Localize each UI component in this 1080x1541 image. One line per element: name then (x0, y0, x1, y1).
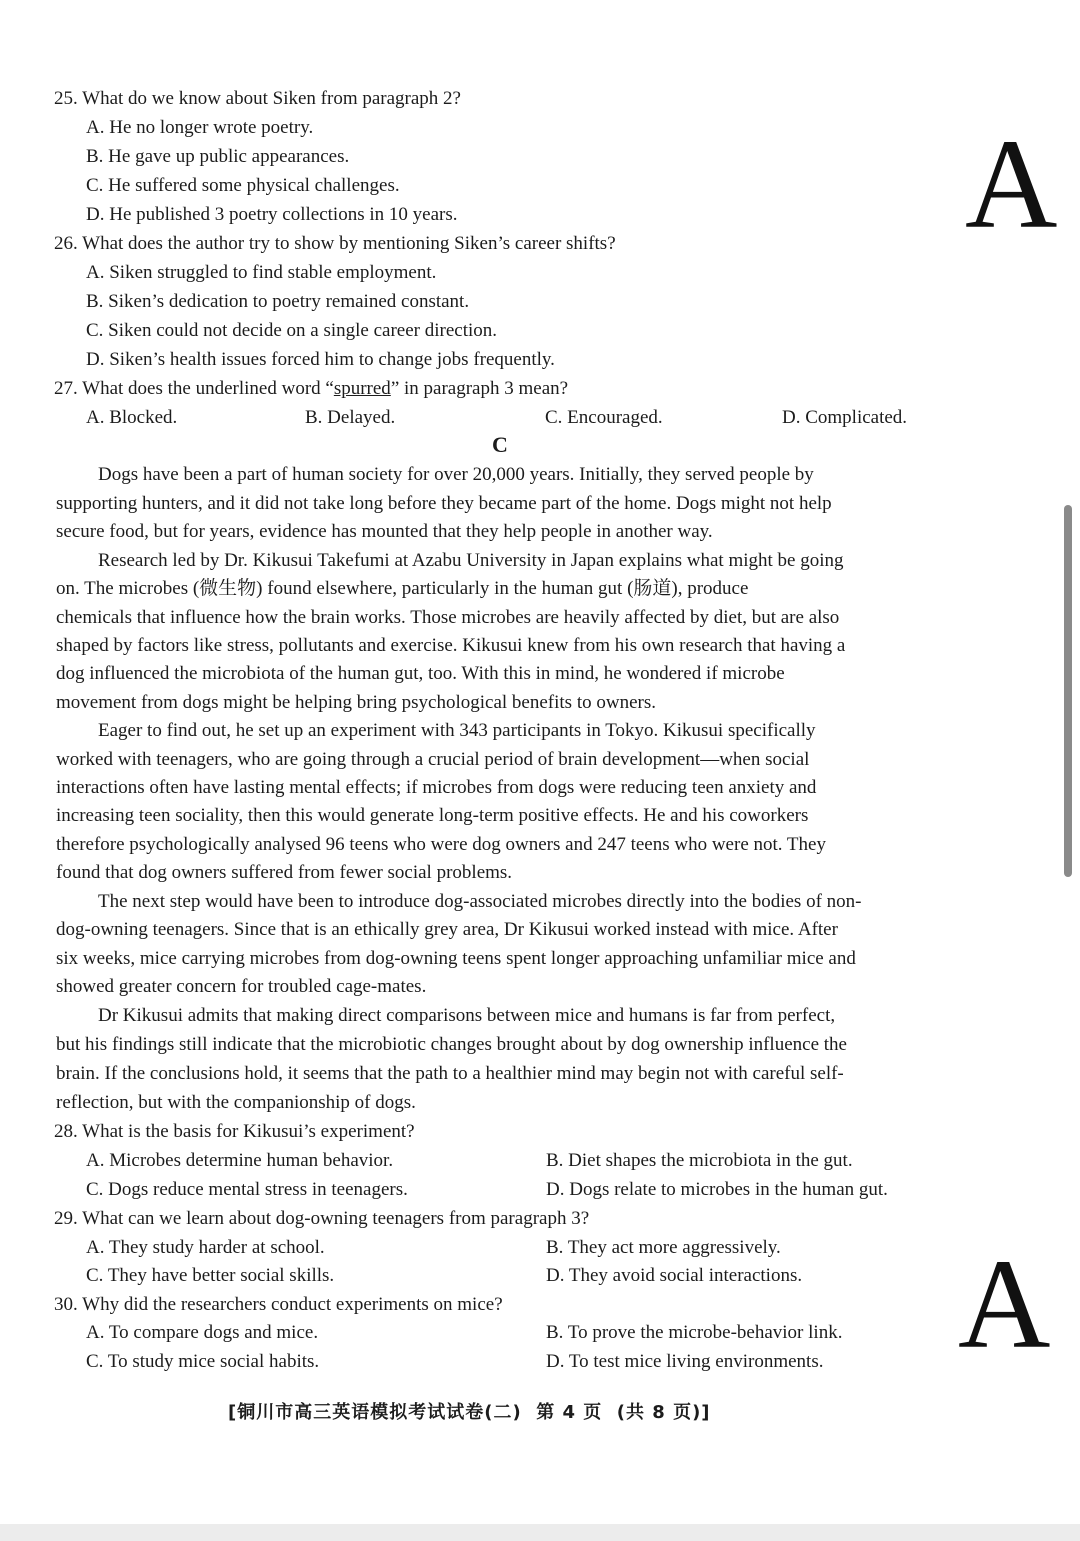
question-27-option-a: A. Blocked. (86, 407, 178, 428)
passage-line: supporting hunters, and it did not take long before they became part of the home. Dogs might not help (56, 493, 832, 514)
question-29-option-d: D. They avoid social interactions. (546, 1265, 803, 1286)
passage-line: dog-owning teenagers. Since that is an ethically grey area, Dr Kikusui worked instead with mice. After (56, 919, 838, 940)
passage-line: found that dog owners suffered from fewer social problems. (56, 862, 513, 883)
question-28-option-d: D. Dogs relate to microbes in the human gut. (546, 1179, 888, 1200)
passage-line: increasing teen sociality, then this would generate long-term positive effects. He and his coworkers (56, 805, 809, 826)
answer-mark-lower: A (958, 1233, 1051, 1375)
question-26-option-c: C. Siken could not decide on a single career direction. (86, 320, 498, 341)
passage-line: on. The microbes (微生物) found elsewhere, particularly in the human gut (肠道), produce (56, 578, 749, 599)
passage-line: worked with teenagers, who are going through a crucial period of brain development—when social (56, 749, 810, 770)
section-label: C (492, 432, 508, 457)
question-25-option-b: B. He gave up public appearances. (86, 146, 350, 167)
question-30-option-a: A. To compare dogs and mice. (86, 1322, 319, 1343)
passage-line: movement from dogs might be helping bring psychological benefits to owners. (56, 692, 656, 713)
question-29-option-a: A. They study harder at school. (86, 1237, 325, 1258)
question-26-stem: 26. What does the author try to show by mentioning Siken’s career shifts? (54, 233, 616, 254)
passage-line: reflection, but with the companionship of dogs. (56, 1092, 416, 1113)
passage-line: chemicals that influence how the brain works. Those microbes are heavily affected by diet, but are also (56, 607, 840, 628)
passage-line: dog influenced the microbiota of the human gut, too. With this in mind, he wondered if microbe (56, 663, 785, 684)
passage-line: therefore psychologically analysed 96 teens who were dog owners and 247 teens who were not. They (56, 834, 826, 855)
question-25-option-d: D. He published 3 poetry collections in 10 years. (86, 204, 458, 225)
passage-line: Research led by Dr. Kikusui Takefumi at Azabu University in Japan explains what might be going (98, 550, 844, 571)
passage-line: shaped by factors like stress, pollutants and exercise. Kikusui knew from his own research that having a (56, 635, 846, 656)
question-28-option-a: A. Microbes determine human behavior. (86, 1150, 394, 1171)
answer-mark-upper: A (965, 113, 1058, 255)
question-26-option-b: B. Siken’s dedication to poetry remained constant. (86, 291, 470, 312)
question-28-option-b: B. Diet shapes the microbiota in the gut. (546, 1150, 853, 1171)
question-25-stem: 25. What do we know about Siken from paragraph 2? (54, 88, 461, 109)
question-30-option-c: C. To study mice social habits. (86, 1351, 320, 1372)
passage-line: showed greater concern for troubled cage-mates. (56, 976, 427, 997)
question-27-option-d: D. Complicated. (782, 407, 908, 428)
question-25-option-c: C. He suffered some physical challenges. (86, 175, 400, 196)
passage-line: interactions often have lasting mental effects; if microbes from dogs were reducing teen anxiety and (56, 777, 817, 798)
passage-line: Dr Kikusui admits that making direct comparisons between mice and humans is far from perfect, (98, 1005, 836, 1026)
bottom-strip (0, 1524, 1080, 1541)
question-27-option-b: B. Delayed. (305, 407, 396, 428)
passage-line: Eager to find out, he set up an experiment with 343 participants in Tokyo. Kikusui specifically (98, 720, 816, 741)
passage-line: The next step would have been to introduce dog-associated microbes directly into the bodies of non- (98, 891, 862, 912)
question-26-option-d: D. Siken’s health issues forced him to change jobs frequently. (86, 349, 555, 370)
passage-line: Dogs have been a part of human society for over 20,000 years. Initially, they served people by (98, 464, 814, 485)
question-30-option-b: B. To prove the microbe-behavior link. (546, 1322, 843, 1343)
passage-line: six weeks, mice carrying microbes from dog-owning teens spent longer approaching unfamiliar mice and (56, 948, 856, 969)
question-26-option-a: A. Siken struggled to find stable employment. (86, 262, 437, 283)
question-27-option-c: C. Encouraged. (545, 407, 663, 428)
scrollbar-thumb[interactable] (1064, 505, 1072, 877)
passage-line: but his findings still indicate that the microbiotic changes brought about by dog ownership influence the (56, 1034, 847, 1055)
page-footer: [铜川市高三英语模拟考试试卷(二) 第 4 页 (共 8 页)] (228, 1402, 711, 1423)
passage-line: brain. If the conclusions hold, it seems that the path to a healthier mind may begin not with careful self- (56, 1063, 844, 1084)
question-25-option-a: A. He no longer wrote poetry. (86, 117, 314, 138)
question-29-option-b: B. They act more aggressively. (546, 1237, 781, 1258)
question-30-stem: 30. Why did the researchers conduct experiments on mice? (54, 1294, 503, 1315)
question-28-option-c: C. Dogs reduce mental stress in teenagers. (86, 1179, 408, 1200)
passage-line: secure food, but for years, evidence has mounted that they help people in another way. (56, 521, 713, 542)
question-27-stem: 27. What does the underlined word “spurred” in paragraph 3 mean? (54, 378, 569, 399)
question-29-stem: 29. What can we learn about dog-owning teenagers from paragraph 3? (54, 1208, 590, 1229)
question-30-option-d: D. To test mice living environments. (546, 1351, 824, 1372)
question-28-stem: 28. What is the basis for Kikusui’s experiment? (54, 1121, 415, 1142)
question-29-option-c: C. They have better social skills. (86, 1265, 335, 1286)
